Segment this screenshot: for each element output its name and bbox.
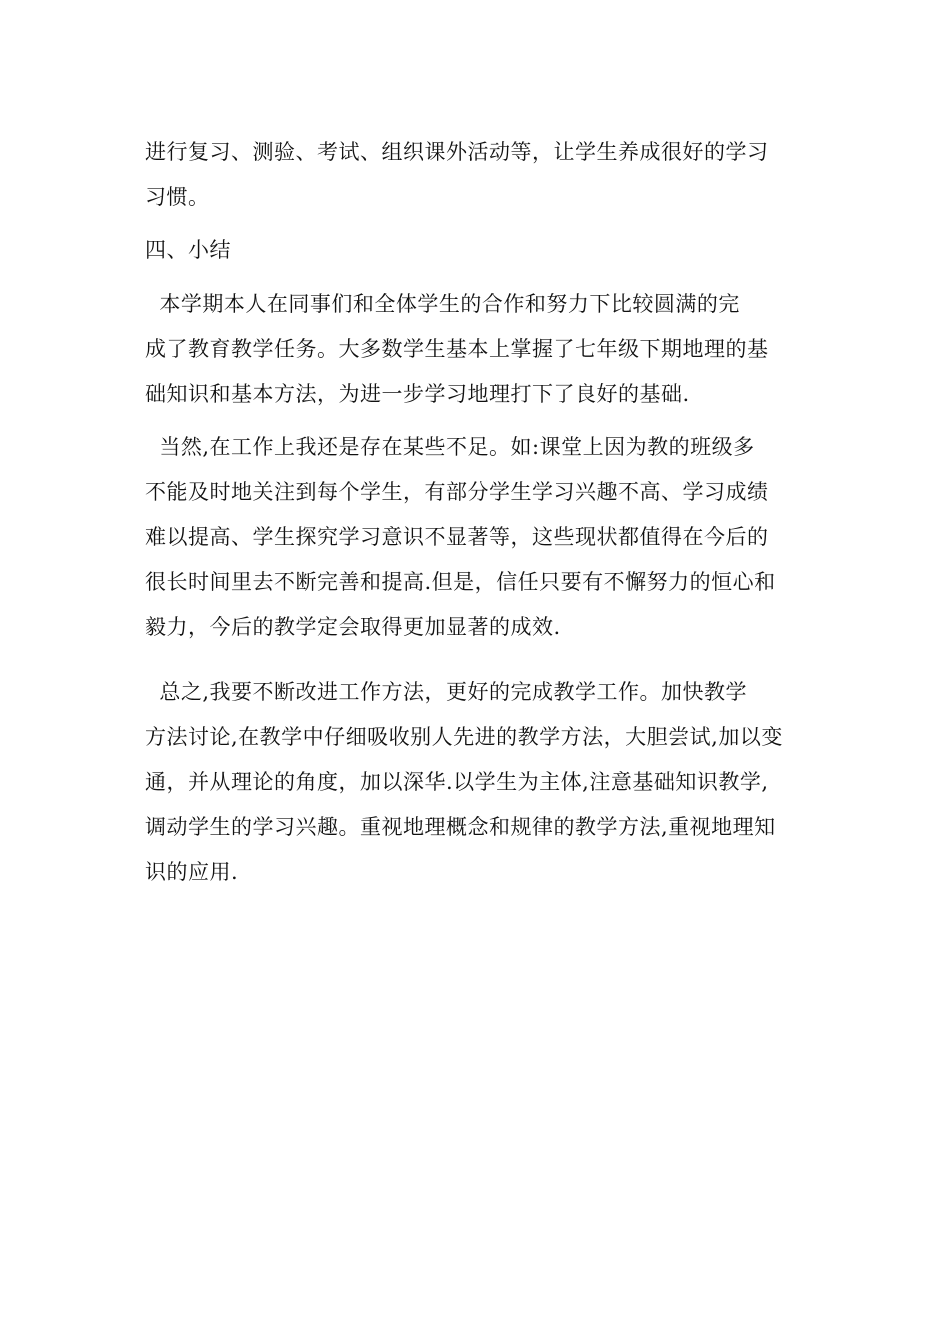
text-line: 习惯。	[145, 185, 210, 209]
text-line: 础知识和基本方法，为进一步学习地理打下了良好的基础.	[145, 382, 690, 406]
text-line: 识的应用.	[145, 860, 239, 884]
paragraph-summary	[145, 282, 815, 417]
text-line: 总之,我要不断改进工作方法，更好的完成教学工作。加快教学	[145, 680, 748, 704]
section-heading	[145, 228, 815, 273]
paragraph-shortcomings	[145, 425, 815, 650]
text-line: 通，并从理论的角度，加以深华.以学生为主体,注意基础知识教学,	[145, 770, 769, 794]
text-line: 毅力，今后的教学定会取得更加显著的成效.	[145, 615, 561, 639]
text-line: 成了教育教学任务。大多数学生基本上掌握了七年级下期地理的基	[145, 337, 769, 361]
text-line: 方法讨论,在教学中仔细吸收别人先进的教学方法，大胆尝试,加以变	[145, 725, 783, 749]
paragraph-conclusion	[145, 670, 815, 895]
text-line: 不能及时地关注到每个学生，有部分学生学习兴趣不高、学习成绩	[145, 480, 769, 504]
text-line: 调动学生的学习兴趣。重视地理概念和规律的教学方法,重视地理知	[145, 815, 776, 839]
text-line: 难以提高、学生探究学习意识不显著等，这些现状都值得在今后的	[145, 525, 769, 549]
text-line: 当然,在工作上我还是存在某些不足。如:课堂上因为教的班级多	[145, 435, 755, 459]
text-line: 进行复习、测验、考试、组织课外活动等，让学生养成很好的学习	[145, 140, 769, 164]
continuation-paragraph	[145, 130, 815, 220]
section-heading-text: 四、小结	[145, 238, 231, 262]
text-line: 本学期本人在同事们和全体学生的合作和努力下比较圆满的完	[145, 292, 740, 316]
text-line: 很长时间里去不断完善和提高.但是，信任只要有不懈努力的恒心和	[145, 570, 776, 594]
